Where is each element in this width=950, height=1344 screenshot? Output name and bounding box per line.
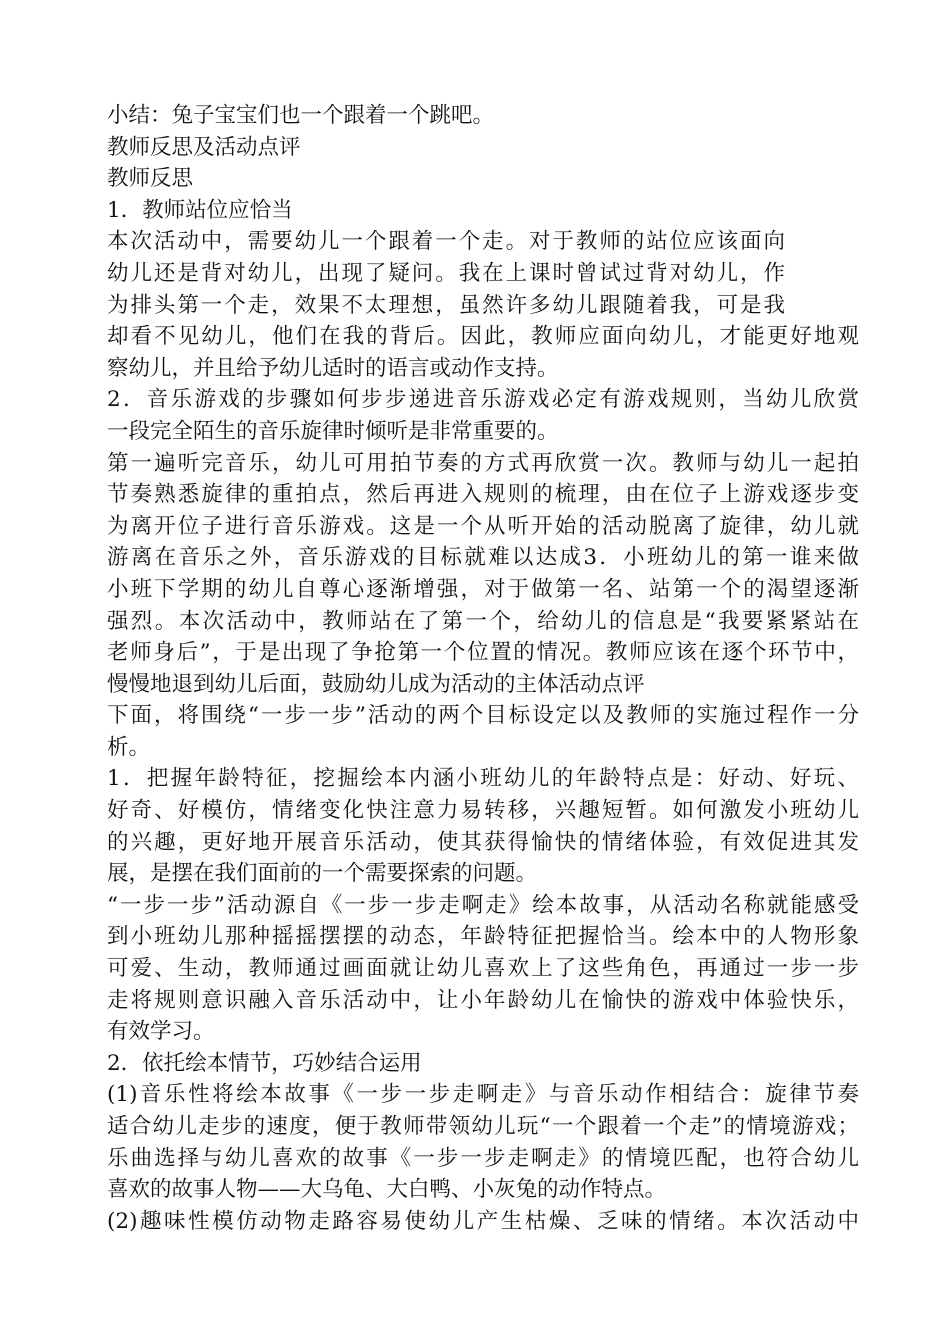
section-heading: 教师反思及活动点评 bbox=[107, 134, 301, 160]
text-line: 乐曲选择与幼儿喜欢的故事《一步一步走啊走》的情境匹配，也符合幼儿 bbox=[107, 1145, 859, 1171]
text-line: (1)音乐性将绘本故事《一步一步走啊走》与音乐动作相结合：旋律节奏 bbox=[107, 1082, 859, 1108]
text-line: 察幼儿，并且给予幼儿适时的语言或动作支持。 bbox=[107, 355, 559, 381]
text-line: 老师身后”，于是出现了争抢第一个位置的情况。教师应该在逐个环节中， bbox=[107, 640, 859, 666]
numbered-heading: 2．依托绘本情节，巧妙结合运用 bbox=[107, 1050, 422, 1076]
text-line: 幼儿还是背对幼儿，出现了疑问。我在上课时曾试过背对幼儿，作 bbox=[107, 260, 785, 286]
text-line: 本次活动中，需要幼儿一个跟着一个走。对于教师的站位应该面向 bbox=[107, 229, 785, 255]
text-line: “一步一步”活动源自《一步一步走啊走》绘本故事，从活动名称就能感受 bbox=[107, 892, 859, 918]
text-line: 的兴趣，更好地开展音乐活动，使其获得愉快的情绪体验，有效促进其发 bbox=[107, 829, 859, 855]
text-line: 节奏熟悉旋律的重拍点，然后再进入规则的梳理，由在位子上游戏逐步变 bbox=[107, 482, 859, 508]
text-line: 为离开位子进行音乐游戏。这是一个从听开始的活动脱离了旋律，幼儿就 bbox=[107, 513, 859, 539]
document-body bbox=[107, 100, 867, 1237]
text-line: 为排头第一个走，效果不太理想，虽然许多幼儿跟随着我，可是我 bbox=[107, 292, 785, 318]
text-line: 小结：兔子宝宝们也一个跟着一个跳吧。 bbox=[107, 103, 495, 128]
text-line: 1．把握年龄特征，挖掘绘本内涵小班幼儿的年龄特点是：好动、好玩、 bbox=[107, 766, 859, 792]
text-line: 游离在音乐之外，音乐游戏的目标就难以达成3．小班幼儿的第一谁来做 bbox=[107, 545, 859, 571]
text-line: 强烈。本次活动中，教师站在了第一个，给幼儿的信息是“我要紧紧站在 bbox=[107, 608, 859, 634]
text-line: 展，是摆在我们面前的一个需要探索的问题。 bbox=[107, 861, 538, 887]
text-line: 一段完全陌生的音乐旋律时倾听是非常重要的。 bbox=[107, 418, 559, 444]
text-line: 好奇、好模仿，情绪变化快注意力易转移，兴趣短暂。如何激发小班幼儿 bbox=[107, 798, 859, 824]
text-line: 到小班幼儿那种摇摇摆摆的动态，年龄特征把握恰当。绘本中的人物形象 bbox=[107, 924, 859, 950]
numbered-heading: 1．教师站位应恰当 bbox=[107, 197, 293, 223]
text-line: 2．音乐游戏的步骤如何步步递进音乐游戏必定有游戏规则，当幼儿欣赏 bbox=[107, 387, 859, 413]
text-line: 下面，将围绕“一步一步”活动的两个目标设定以及教师的实施过程作一分 bbox=[107, 703, 859, 729]
text-line: 走将规则意识融入音乐活动中，让小年龄幼儿在愉快的游戏中体验快乐， bbox=[107, 987, 859, 1013]
text-line: 第一遍听完音乐，幼儿可用拍节奏的方式再欣赏一次。教师与幼儿一起拍 bbox=[107, 450, 859, 476]
text-line: 有效学习。 bbox=[107, 1019, 215, 1045]
text-line: 适合幼儿走步的速度，便于教师带领幼儿玩“一个跟着一个走”的情境游戏； bbox=[107, 1114, 859, 1139]
text-line: (2)趣味性模仿动物走路容易使幼儿产生枯燥、乏味的情绪。本次活动中 bbox=[107, 1208, 859, 1234]
text-line: 慢慢地退到幼儿后面，鼓励幼儿成为活动的主体活动点评 bbox=[107, 671, 645, 697]
text-line: 可爱、生动，教师通过画面就让幼儿喜欢上了这些角色，再通过一步一步 bbox=[107, 956, 859, 982]
subsection-heading: 教师反思 bbox=[107, 166, 194, 192]
text-line: 小班下学期的幼儿自尊心逐渐增强，对于做第一名、站第一个的渴望逐渐 bbox=[107, 576, 859, 602]
text-line: 析。 bbox=[107, 734, 151, 760]
text-line: 却看不见幼儿，他们在我的背后。因此，教师应面向幼儿，才能更好地观 bbox=[107, 324, 859, 350]
text-line: 喜欢的故事人物——大乌龟、大白鸭、小灰兔的动作特点。 bbox=[107, 1177, 667, 1203]
